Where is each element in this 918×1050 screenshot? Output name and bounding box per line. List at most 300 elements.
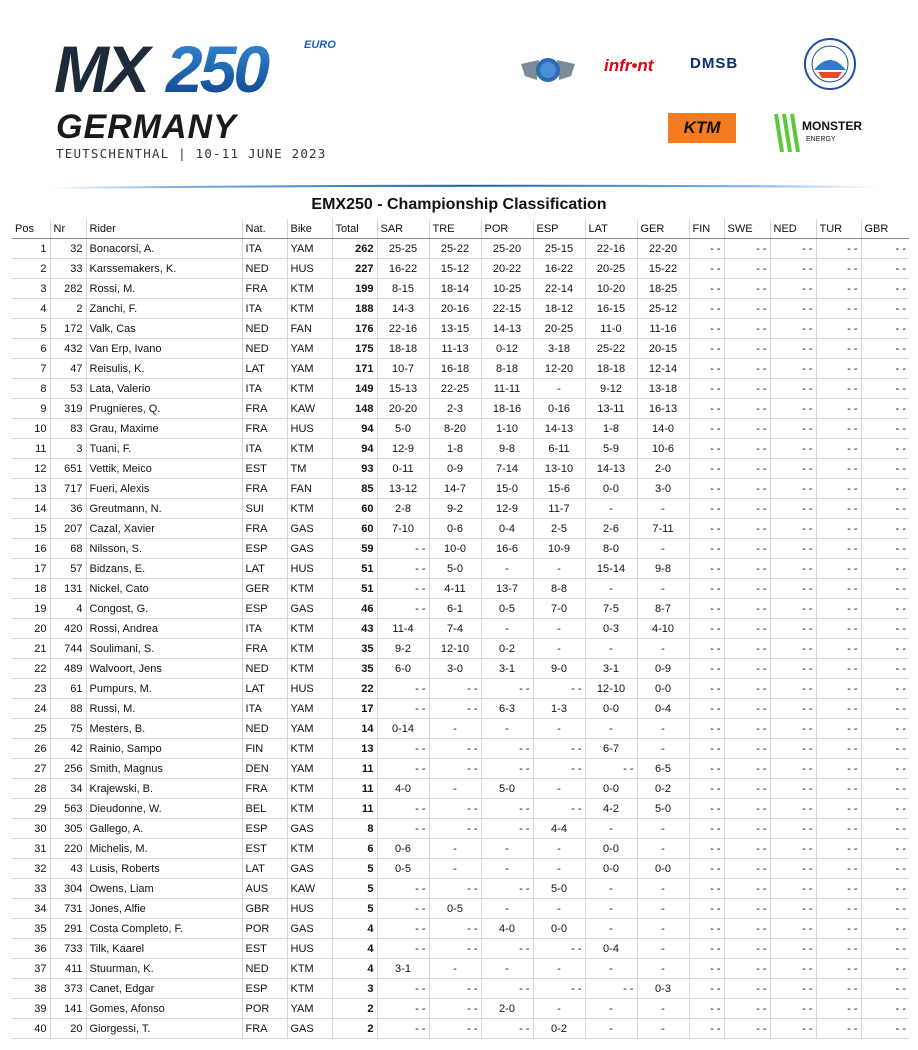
cell-tur: - - [816,399,861,419]
table-row [12,539,909,559]
cell-nat: FRA [242,479,287,499]
cell-fin: - - [689,939,724,959]
cell-lat: 5-9 [585,439,637,459]
cell-swe: - - [724,1019,770,1039]
cell-tur: - - [816,279,861,299]
cell-nr: 733 [50,939,86,959]
cell-bike: KAW [287,879,332,899]
cell-pos: 9 [12,399,50,419]
cell-esp: 4-4 [533,819,585,839]
cell-sar: - - [377,699,429,719]
fim-logo [519,50,577,90]
cell-tur: - - [816,639,861,659]
cell-nat: ITA [242,379,287,399]
cell-nr: 32 [50,239,86,259]
cell-tre: 20-16 [429,299,481,319]
cell-ned: - - [770,919,816,939]
cell-nat: EST [242,459,287,479]
cell-nat: ITA [242,699,287,719]
cell-por: 13-7 [481,579,533,599]
cell-ned: - - [770,719,816,739]
cell-esp: 0-16 [533,399,585,419]
cell-por: 0-5 [481,599,533,619]
cell-rider: Fueri, Alexis [86,479,242,499]
cell-esp: - [533,839,585,859]
cell-esp: - [533,779,585,799]
cell-total: 46 [332,599,377,619]
cell-tre: 7-4 [429,619,481,639]
cell-ned: - - [770,779,816,799]
cell-total: 2 [332,1019,377,1039]
column-header-lat: LAT [585,219,637,239]
cell-ned: - - [770,799,816,819]
cell-fin: - - [689,279,724,299]
cell-fin: - - [689,239,724,259]
cell-rider: Nickel, Cato [86,579,242,599]
cell-nat: GER [242,579,287,599]
cell-bike: FAN [287,479,332,499]
cell-sar: 22-16 [377,319,429,339]
cell-lat: 2-6 [585,519,637,539]
cell-swe: - - [724,399,770,419]
cell-sar: 13-12 [377,479,429,499]
cell-tre: 13-15 [429,319,481,339]
cell-gbr: - - [861,1019,909,1039]
cell-por: 5-0 [481,779,533,799]
cell-total: 4 [332,919,377,939]
cell-tre: - - [429,799,481,819]
cell-tre: - - [429,699,481,719]
cell-por: 25-20 [481,239,533,259]
cell-rider: Prugnieres, Q. [86,399,242,419]
table-row [12,659,909,679]
cell-lat: 0-0 [585,859,637,879]
cell-bike: HUS [287,419,332,439]
cell-ger: - [637,919,689,939]
cell-por: - - [481,799,533,819]
cell-pos: 15 [12,519,50,539]
cell-tur: - - [816,679,861,699]
cell-lat: 13-11 [585,399,637,419]
cell-total: 51 [332,559,377,579]
cell-pos: 1 [12,239,50,259]
cell-pos: 29 [12,799,50,819]
table-row [12,399,909,419]
cell-ger: 25-12 [637,299,689,319]
cell-nat: NED [242,719,287,739]
cell-rider: Congost, G. [86,599,242,619]
cell-rider: Rainio, Sampo [86,739,242,759]
cell-tre: 0-5 [429,899,481,919]
cell-nr: 53 [50,379,86,399]
cell-fin: - - [689,559,724,579]
cell-esp: 12-20 [533,359,585,379]
table-row [12,839,909,859]
cell-esp: - [533,899,585,919]
cell-gbr: - - [861,699,909,719]
cell-bike: KTM [287,279,332,299]
cell-nat: FRA [242,639,287,659]
cell-lat: - [585,999,637,1019]
cell-tre: - [429,839,481,859]
cell-tre: 3-0 [429,659,481,679]
cell-fin: - - [689,259,724,279]
cell-por: - - [481,739,533,759]
cell-ned: - - [770,1019,816,1039]
cell-bike: YAM [287,719,332,739]
cell-swe: - - [724,259,770,279]
cell-lat: 6-7 [585,739,637,759]
cell-tre: 11-13 [429,339,481,359]
cell-tur: - - [816,819,861,839]
cell-fin: - - [689,1019,724,1039]
table-row [12,559,909,579]
cell-swe: - - [724,799,770,819]
cell-swe: - - [724,479,770,499]
cell-ger: 18-25 [637,279,689,299]
cell-gbr: - - [861,359,909,379]
cell-total: 5 [332,859,377,879]
cell-total: 35 [332,659,377,679]
cell-ned: - - [770,819,816,839]
cell-nat: FRA [242,779,287,799]
cell-tur: - - [816,879,861,899]
cell-tre: - - [429,879,481,899]
cell-swe: - - [724,999,770,1019]
cell-lat: - [585,959,637,979]
cell-sar: 0-14 [377,719,429,739]
cell-ger: 0-0 [637,679,689,699]
table-row [12,819,909,839]
cell-total: 60 [332,499,377,519]
table-row [12,639,909,659]
cell-nat: NED [242,339,287,359]
cell-tur: - - [816,759,861,779]
cell-pos: 5 [12,319,50,339]
infront-logo: infr•nt [604,56,654,75]
cell-bike: GAS [287,859,332,879]
cell-nr: 744 [50,639,86,659]
cell-rider: Cazal, Xavier [86,519,242,539]
cell-nr: 3 [50,439,86,459]
cell-total: 94 [332,419,377,439]
cell-gbr: - - [861,259,909,279]
table-row [12,979,909,999]
cell-lat: 0-0 [585,779,637,799]
cell-por: - - [481,679,533,699]
cell-ned: - - [770,339,816,359]
cell-esp: 9-0 [533,659,585,679]
cell-esp: - [533,999,585,1019]
cell-por: 12-9 [481,499,533,519]
cell-tur: - - [816,439,861,459]
cell-bike: KTM [287,299,332,319]
cell-lat: 9-12 [585,379,637,399]
column-header-tre: TRE [429,219,481,239]
cell-swe: - - [724,419,770,439]
cell-esp: - [533,959,585,979]
cell-tur: - - [816,939,861,959]
cell-sar: - - [377,979,429,999]
cell-nr: 304 [50,879,86,899]
column-header-nr: Nr [50,219,86,239]
cell-nat: POR [242,919,287,939]
table-row [12,939,909,959]
cell-pos: 3 [12,279,50,299]
cell-fin: - - [689,699,724,719]
cell-tre: 0-9 [429,459,481,479]
cell-tre: - - [429,679,481,699]
column-header-gbr: GBR [861,219,909,239]
cell-tur: - - [816,259,861,279]
cell-ned: - - [770,539,816,559]
cell-rider: Karssemakers, K. [86,259,242,279]
cell-swe: - - [724,739,770,759]
cell-fin: - - [689,399,724,419]
cell-nr: 68 [50,539,86,559]
cell-ger: - [637,899,689,919]
table-row [12,879,909,899]
cell-por: - - [481,939,533,959]
cell-swe: - - [724,459,770,479]
cell-total: 22 [332,679,377,699]
cell-nr: 282 [50,279,86,299]
cell-ned: - - [770,859,816,879]
cell-bike: KTM [287,739,332,759]
cell-fin: - - [689,319,724,339]
cell-tre: 5-0 [429,559,481,579]
cell-ned: - - [770,699,816,719]
cell-rider: Tilk, Kaarel [86,939,242,959]
cell-swe: - - [724,279,770,299]
cell-sar: 8-15 [377,279,429,299]
cell-ger: 2-0 [637,459,689,479]
table-row [12,959,909,979]
cell-lat: 11-0 [585,319,637,339]
cell-pos: 12 [12,459,50,479]
cell-nr: 36 [50,499,86,519]
cell-fin: - - [689,419,724,439]
cell-ned: - - [770,359,816,379]
cell-tre: 9-2 [429,499,481,519]
table-row [12,419,909,439]
cell-fin: - - [689,679,724,699]
cell-gbr: - - [861,319,909,339]
table-row [12,319,909,339]
cell-fin: - - [689,359,724,379]
cell-rider: Owens, Liam [86,879,242,899]
cell-pos: 11 [12,439,50,459]
cell-pos: 17 [12,559,50,579]
cell-esp: 8-8 [533,579,585,599]
cell-tre: - [429,859,481,879]
cell-esp: - [533,559,585,579]
cell-sar: 16-22 [377,259,429,279]
cell-ned: - - [770,419,816,439]
cell-por: 14-13 [481,319,533,339]
cell-tur: - - [816,959,861,979]
cell-tur: - - [816,339,861,359]
cell-tre: 15-12 [429,259,481,279]
cell-bike: YAM [287,359,332,379]
cell-pos: 25 [12,719,50,739]
cell-total: 4 [332,959,377,979]
cell-fin: - - [689,899,724,919]
cell-nr: 34 [50,779,86,799]
cell-tur: - - [816,699,861,719]
cell-tre: - - [429,739,481,759]
svg-text:EURO: EURO [304,39,336,51]
cell-nat: ESP [242,979,287,999]
cell-por: 0-12 [481,339,533,359]
cell-sar: 11-4 [377,619,429,639]
cell-nat: NED [242,659,287,679]
cell-rider: Dieudonne, W. [86,799,242,819]
cell-swe: - - [724,659,770,679]
cell-por: - [481,839,533,859]
cell-swe: - - [724,859,770,879]
cell-ned: - - [770,479,816,499]
cell-por: - [481,959,533,979]
cell-nr: 207 [50,519,86,539]
cell-nr: 291 [50,919,86,939]
cell-fin: - - [689,839,724,859]
cell-swe: - - [724,879,770,899]
cell-fin: - - [689,299,724,319]
cell-sar: - - [377,1019,429,1039]
cell-tur: - - [816,739,861,759]
cell-esp: 16-22 [533,259,585,279]
cell-tre: - - [429,759,481,779]
cell-bike: YAM [287,239,332,259]
cell-ger: 15-22 [637,259,689,279]
cell-ned: - - [770,459,816,479]
cell-lat: 0-0 [585,479,637,499]
cell-tre: 10-0 [429,539,481,559]
cell-pos: 31 [12,839,50,859]
svg-text:250: 250 [166,36,268,98]
cell-pos: 26 [12,739,50,759]
cell-ned: - - [770,239,816,259]
cell-tur: - - [816,999,861,1019]
cell-lat: - [585,1019,637,1039]
column-header-sar: SAR [377,219,429,239]
cell-swe: - - [724,699,770,719]
cell-lat: 22-16 [585,239,637,259]
cell-tur: - - [816,619,861,639]
cell-tur: - - [816,919,861,939]
cell-rider: Gomes, Afonso [86,999,242,1019]
cell-esp: 11-7 [533,499,585,519]
cell-ned: - - [770,319,816,339]
cell-sar: 4-0 [377,779,429,799]
cell-nr: 61 [50,679,86,699]
cell-bike: GAS [287,1019,332,1039]
cell-ger: 0-9 [637,659,689,679]
club-seal-logo [804,38,856,90]
cell-total: 51 [332,579,377,599]
cell-sar: 15-13 [377,379,429,399]
cell-nr: 172 [50,319,86,339]
cell-gbr: - - [861,799,909,819]
cell-swe: - - [724,519,770,539]
cell-fin: - - [689,539,724,559]
cell-bike: KTM [287,639,332,659]
document-title: EMX250 - Championship Classification [311,196,607,213]
cell-total: 59 [332,539,377,559]
cell-nr: 75 [50,719,86,739]
cell-swe: - - [724,899,770,919]
cell-fin: - - [689,999,724,1019]
cell-esp: 3-18 [533,339,585,359]
cell-fin: - - [689,799,724,819]
column-header-total: Total [332,219,377,239]
cell-ger: - [637,499,689,519]
cell-ned: - - [770,439,816,459]
cell-lat: 16-15 [585,299,637,319]
cell-tre: 4-11 [429,579,481,599]
cell-nr: 141 [50,999,86,1019]
cell-por: 20-22 [481,259,533,279]
cell-esp: - [533,639,585,659]
cell-pos: 35 [12,919,50,939]
cell-pos: 8 [12,379,50,399]
cell-sar: 0-6 [377,839,429,859]
header-divider [50,183,876,189]
cell-total: 35 [332,639,377,659]
cell-lat: - [585,639,637,659]
cell-sar: 3-1 [377,959,429,979]
cell-nat: FRA [242,399,287,419]
cell-sar: - - [377,539,429,559]
cell-rider: Krajewski, B. [86,779,242,799]
cell-tur: - - [816,459,861,479]
cell-ger: - [637,539,689,559]
cell-tur: - - [816,799,861,819]
cell-bike: HUS [287,559,332,579]
cell-por: 7-14 [481,459,533,479]
cell-rider: Giorgessi, T. [86,1019,242,1039]
cell-gbr: - - [861,659,909,679]
table-row [12,759,909,779]
cell-gbr: - - [861,939,909,959]
cell-esp: 7-0 [533,599,585,619]
cell-esp: - [533,619,585,639]
cell-rider: Stuurman, K. [86,959,242,979]
cell-sar: - - [377,739,429,759]
cell-fin: - - [689,459,724,479]
column-header-rider: Rider [86,219,242,239]
cell-swe: - - [724,619,770,639]
cell-nat: ITA [242,299,287,319]
cell-nr: 563 [50,799,86,819]
cell-fin: - - [689,659,724,679]
cell-nat: ESP [242,599,287,619]
cell-esp: - - [533,939,585,959]
cell-pos: 38 [12,979,50,999]
cell-gbr: - - [861,239,909,259]
cell-total: 11 [332,759,377,779]
table-row [12,379,909,399]
table-row [12,339,909,359]
cell-esp: 6-11 [533,439,585,459]
cell-ger: 14-0 [637,419,689,439]
cell-lat: 15-14 [585,559,637,579]
cell-gbr: - - [861,819,909,839]
cell-ger: 20-15 [637,339,689,359]
cell-esp: 14-13 [533,419,585,439]
cell-gbr: - - [861,399,909,419]
